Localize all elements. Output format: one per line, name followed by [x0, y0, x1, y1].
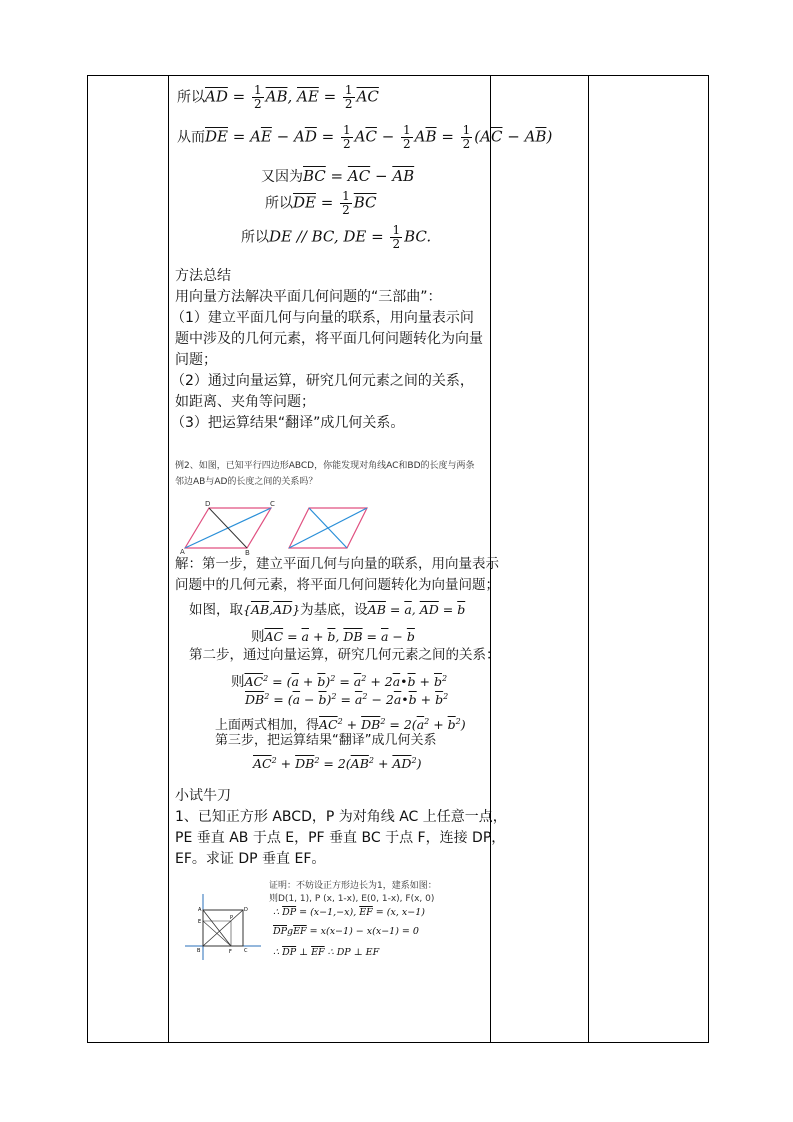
sum-line: 上面两式相加，得$\overline{AC}^2 + \overline{DB}^2 = 2(\overline{a}^2 + \overline{b}^2)$ — [215, 716, 466, 733]
table-cell-left — [88, 76, 169, 1043]
practice-proof-b: 则D(1, 1), P (x, 1-x), E(0, 1-x), F(x, 0) — [269, 894, 435, 904]
method-step3: （3）把运算结果“翻译”成几何关系。 — [171, 415, 405, 431]
example2-question-a: 例2、如图，已知平行四边形ABCD，你能发现对角线AC和BD的长度与两条 — [175, 461, 475, 471]
practice-title: 小试牛刀 — [175, 788, 231, 804]
practice-question-b: PE 垂直 AB 于点 E，PF 垂直 BC 于点 F，连接 DP， — [175, 830, 506, 846]
proof-line-3: 又因为$\overline{BC} = \overline{AC} - \overline{AB}$ — [261, 167, 415, 185]
practice-proof-c: ∴ $\overline{DP} = (x-1,-x)$, $\overline{EF} = (x$, x−1) — [273, 907, 425, 918]
svg-text:B: B — [197, 948, 201, 954]
svg-text:D: D — [244, 907, 248, 913]
solution-line-b: 问题中的几何元素，将平面几何问题转化为向量问题； — [175, 577, 499, 593]
svg-text:C: C — [270, 500, 275, 508]
proof-line-2: 从而$\overline{DE} = A\overline{E} - A\overline{D}$ = $\frac{1}{2}$ $A\overline{C}$ − $\frac{1}{2}$ $A\overline{B}$ = $\frac{1}{2}$ $(A\overline{C} - A\overline{B})$ — [177, 123, 553, 151]
basis-line: 如图，取$\{\overline{AB},\overline{AD}\}$为基底，设$\overline{AB} = \overline{a}$, $\overline{AD} = \overline{b}$ — [189, 602, 466, 618]
vector-ac-db-line: 则$\overline{AC} = \overline{a} + \overline{b}$, $\overline{DB} = \overline{a} - \overline{b}$ — [251, 629, 415, 645]
method-step1-a: （1）建立平面几何与向量的联系，用向量表示问 — [171, 310, 474, 326]
ac-squared-line: 则$\overline{AC}^2 = (\overline{a} + \overline{b})^2 = \overline{a}^2$ + $2\overline{a}•\overline{b} + \overline{b}^2$ — [231, 673, 448, 690]
proof-line-5: 所以DE // BC, DE = $\frac{1}{2}$ BC. — [241, 223, 432, 251]
practice-proof-d: $\overline{DP}g\overline{EF} = x(x-1) - x(x-1) = 0$ — [273, 926, 419, 937]
table-cell-col4 — [589, 76, 709, 1043]
parallelogram-figure-2 — [289, 508, 367, 548]
method-step1-c: 问题； — [175, 352, 217, 368]
method-step1-b: 题中涉及的几何元素，将平面几何问题转化为向量 — [175, 331, 483, 347]
table-cell-content — [169, 76, 553, 1043]
step3-line: 第三步，把运算结果“翻译”成几何关系 — [215, 733, 437, 748]
solution-line-a: 解：第一步，建立平面几何与向量的联系，用向量表示 — [175, 556, 499, 572]
practice-question-c: EF。求证 DP 垂直 EF。 — [175, 851, 326, 867]
method-intro: 用向量方法解决平面几何问题的“三部曲”： — [175, 289, 442, 305]
svg-text:D: D — [205, 500, 211, 508]
svg-text:B: B — [245, 549, 250, 556]
square-coordinate-figure — [181, 890, 261, 962]
step2-line: 第二步，通过向量运算，研究几何元素之间的关系： — [189, 647, 500, 663]
parallelogram-figures — [177, 498, 377, 556]
svg-text:A: A — [180, 548, 185, 556]
parallelogram-figure-1 — [180, 500, 275, 556]
svg-text:P: P — [230, 915, 234, 921]
conclusion-line: $\overline{AC}^2 + \overline{DB}^2 = 2(\overline{AB}^2 + \overline{AD}^2)$ — [253, 756, 422, 772]
proof-line-1: 所以$\overline{AD}$ = $\frac{1}{2}$ $\overline{AB}$, $\overline{AE}$ = $\frac{1}{2}$ $\overline{AC}$ — [177, 83, 379, 111]
lesson-table — [87, 75, 709, 1043]
svg-text:E: E — [198, 919, 202, 925]
practice-question-a: 1、已知正方形 ABCD，P 为对角线 AC 上任意一点， — [175, 809, 507, 825]
method-step2-a: （2）通过向量运算，研究几何元素之间的关系， — [171, 373, 474, 389]
svg-text:F: F — [229, 949, 232, 955]
svg-text:C: C — [244, 948, 248, 954]
proof-line-4: 所以$\overline{DE}$ = $\frac{1}{2}$ $\overline{BC}$ — [265, 189, 377, 217]
svg-text:A: A — [198, 907, 202, 913]
method-step2-b: 如距离、夹角等问题； — [175, 394, 315, 410]
db-squared-line: $\overline{DB}^2 = (\overline{a} - \overline{b})^2 = \overline{a}^2$ − $2\overline{a}•\overline{b} + \overline{b}^2$ — [245, 692, 449, 708]
practice-proof-e: ∴ $\overline{DP}$ ⊥ $\overline{EF}$ ∴ DP ⊥ EF — [273, 947, 380, 958]
practice-proof-a: 证明：不妨设正方形边长为1，建系如图： — [269, 881, 437, 891]
example2-question-b: 邻边AB与AD的长度之间的关系吗？ — [175, 477, 318, 487]
table-cell-col3 — [491, 76, 589, 1043]
method-title: 方法总结 — [175, 268, 231, 284]
